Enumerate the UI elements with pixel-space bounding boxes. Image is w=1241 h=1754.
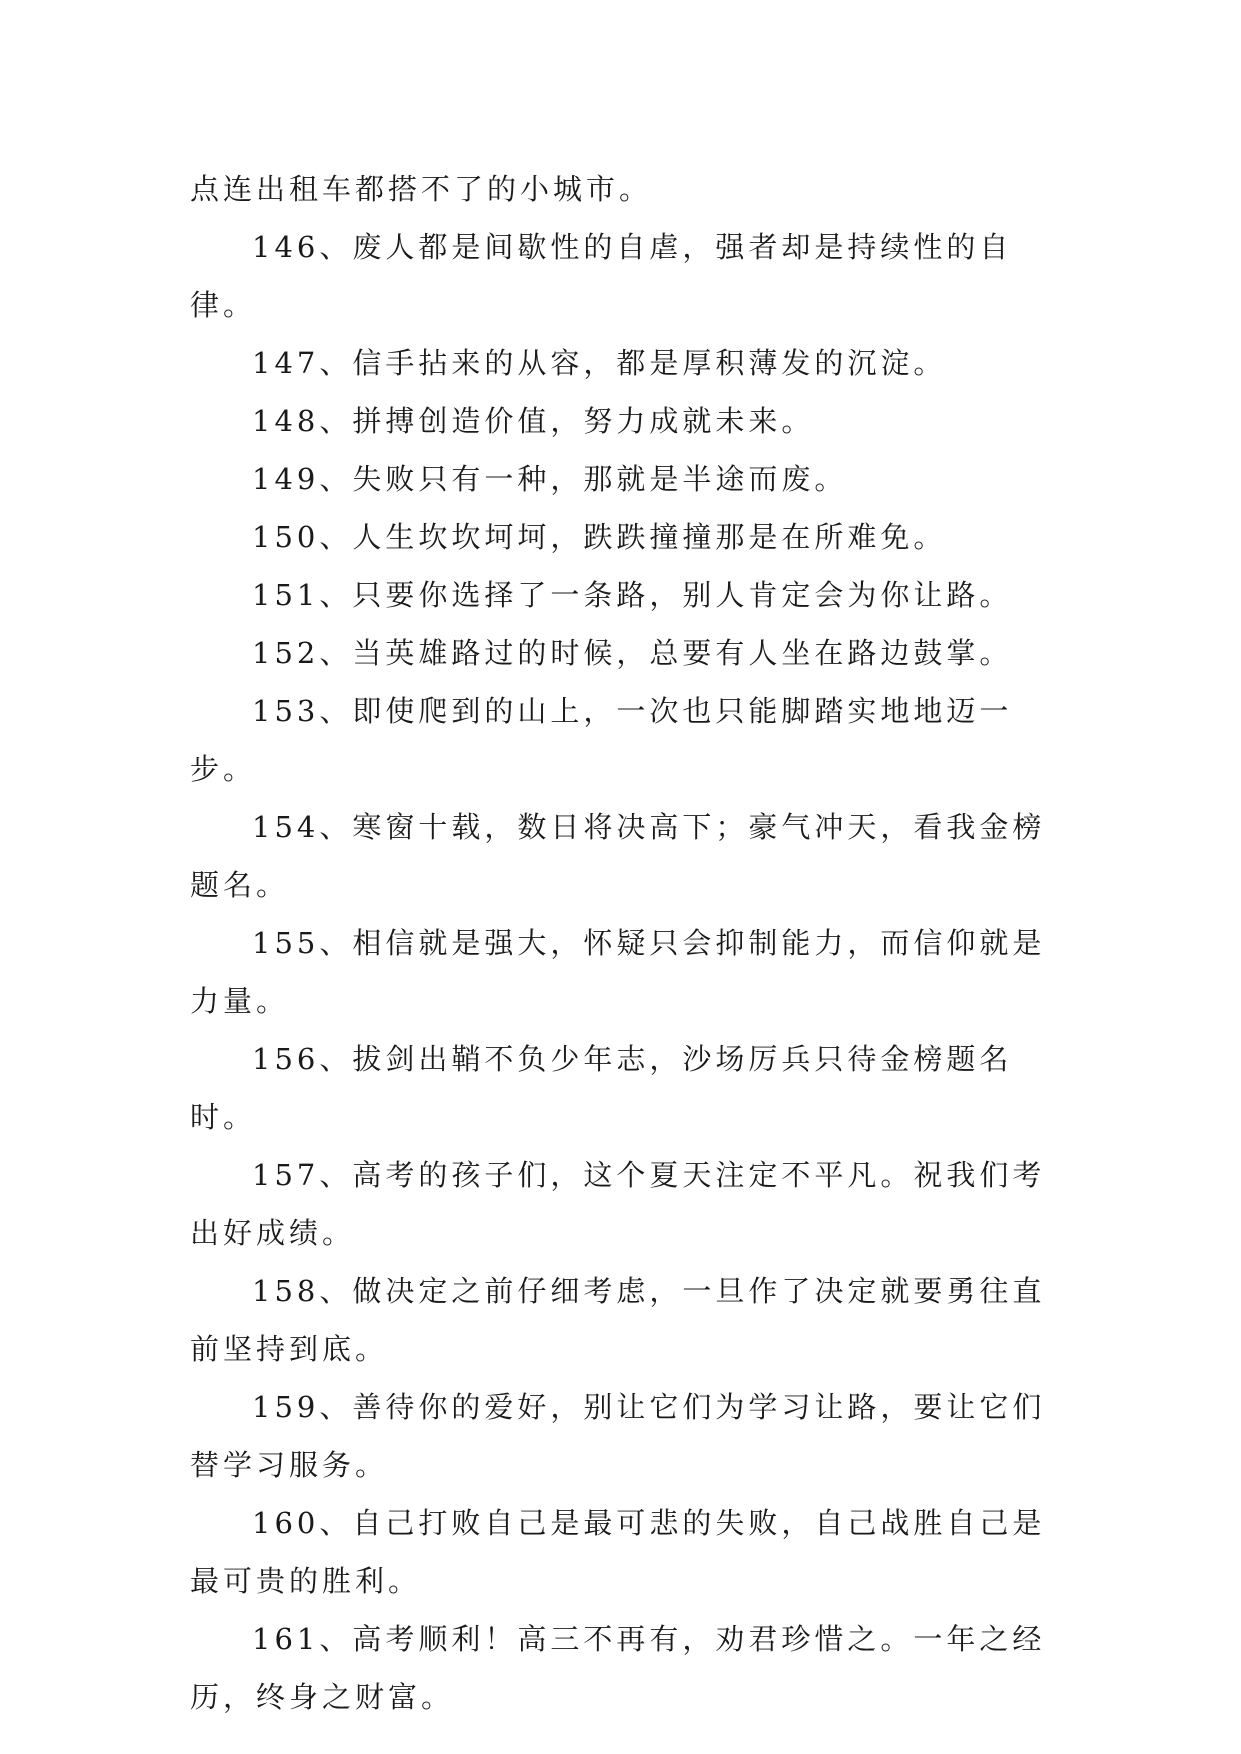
- document-body: [190, 160, 1070, 1726]
- paragraph-153: 153、即使爬到的山上，一次也只能脚踏实地地迈一步。: [190, 694, 1013, 786]
- paragraph-148: 148、拼搏创造价值，努力成就未来。: [252, 404, 815, 438]
- paragraph-156: 156、拔剑出鞘不负少年志，沙场厉兵只待金榜题名时。: [190, 1042, 1013, 1134]
- paragraph-149: 149、失败只有一种，那就是半途而废。: [252, 462, 848, 496]
- paragraph-150: 150、人生坎坎坷坷，跌跌撞撞那是在所难免。: [252, 520, 947, 554]
- paragraph-151: 151、只要你选择了一条路，别人肯定会为你让路。: [252, 578, 1013, 612]
- paragraph-154: 154、寒窗十载，数日将决高下；豪气冲天，看我金榜题名。: [190, 810, 1046, 902]
- paragraph-146: 146、废人都是间歇性的自虐，强者却是持续性的自律。: [190, 230, 1013, 322]
- paragraph-147: 147、信手拈来的从容，都是厚积薄发的沉淀。: [252, 346, 947, 380]
- paragraph-161: 161、高考顺利！高三不再有，劝君珍惜之。一年之经历，终身之财富。: [190, 1622, 1046, 1714]
- paragraph-continuation: 点连出租车都搭不了的小城市。: [190, 172, 653, 206]
- paragraph-155: 155、相信就是强大，怀疑只会抑制能力，而信仰就是力量。: [190, 926, 1046, 1018]
- paragraph-152: 152、当英雄路过的时候，总要有人坐在路边鼓掌。: [252, 636, 1013, 670]
- paragraph-159: 159、善待你的爱好，别让它们为学习让路，要让它们替学习服务。: [190, 1390, 1046, 1482]
- paragraph-160: 160、自己打败自己是最可悲的失败，自己战胜自己是最可贵的胜利。: [190, 1506, 1046, 1598]
- paragraph-157: 157、高考的孩子们，这个夏天注定不平凡。祝我们考出好成绩。: [190, 1158, 1046, 1250]
- paragraph-158: 158、做决定之前仔细考虑，一旦作了决定就要勇往直前坚持到底。: [190, 1274, 1046, 1366]
